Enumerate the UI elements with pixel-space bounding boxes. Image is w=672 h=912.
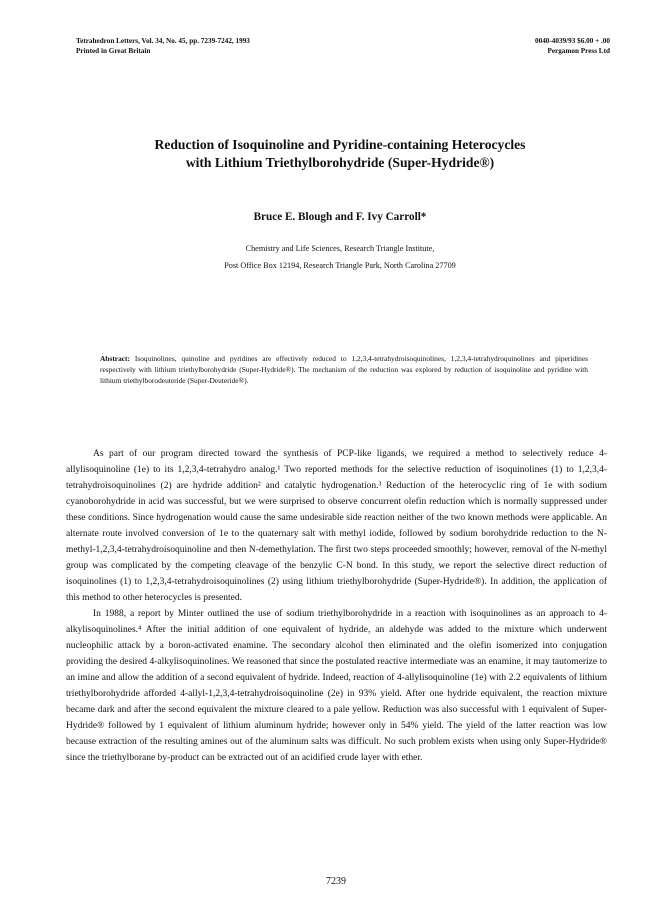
authors: Bruce E. Blough and F. Ivy Carroll* [253,211,427,223]
abstract-label: Abstract: [100,354,130,363]
paragraph-2: In 1988, a report by Minter outlined the use of sodium triethylborohydride in a reaction with isoquinolines as an approach to 4-alkylisoquinolines.⁴ After the initial addition of one equivalent of hydride, an aldehyde was added to the mixture which underwent nucleophilic attack by a boron-activated enamine. The secondary alcohol then eliminated and the olefin isomerized into conjugation providing the desired 4-alkylisoquinolines. We reasoned that since the postulated reactive intermediate was an enamine, it may tautomerize to an imine and allow the addition of a second equivalent of hydride. Indeed, reaction of 4-allylisoquinoline (1e) with 2.2 equivalents of lithium triethylborohydride afforded 4-allyl-1,2,3,4-tetrahydroisoquinoline (2e) in 93% yield. After one hydride equivalent, the reaction mixture became dark and after the second equivalent the mixture cleared to a pale yellow. Reduction was also successful with 1 equivalent of Super-Hydride® followed by 1 equivalent of lithium aluminum hydride; however only in 54% yield. The yield of the latter reaction was low because extraction of the resulting amines out of the aluminum salts was difficult. No such problem exists when using only Super-Hydride® since the triethylborane by-product can be extracted out of an acidified crude layer with ether. [66,609,607,763]
journal-citation: Tetrahedron Letters, Vol. 34, No. 45, pp. 7239-7242, 1993 [76,37,250,45]
affiliation-line-1: Chemistry and Life Sciences, Research Triangle Institute, [245,244,435,253]
abstract [100,353,588,386]
publisher: Pergamon Press Ltd [547,47,610,55]
title-line-1: Reduction of Isoquinoline and Pyridine-containing Heterocycles [154,137,526,152]
journal-header [76,36,250,56]
title-line-2: with Lithium Triethylborohydride (Super-Hydride®) [185,155,495,170]
paragraph-1: As part of our program directed toward the synthesis of PCP-like ligands, we required a method to selectively reduce 4-allylisoquinoline (1e) to its 1,2,3,4-tetrahydro analog.¹ Two reported methods for the selective reduction of isoquinolines (1) to 1,2,3,4-tetrahydroisoquinolines (2) are hydride addition² and catalytic hydrogenation.³ Reduction of the heterocyclic ring of 1e with sodium cyanoborohydride in acid was successful, but we were surprised to observe concurrent olefin reduction which is normally suppressed under these conditions. Since hydrogenation would cause the same undesirable side reaction neither of the two known methods were applicable. An alternate route involved conversion of 1e to the quaternary salt with methyl iodide, followed by sodium borohydride reduction to the N-methyl-1,2,3,4-tetrahydroisoquinoline and then N-demethylation. The first two steps proceeded smoothly; however, removal of the N-methyl group was complicated by the competing cleavage of the benzylic C-N bond. In this study, we report the selective direct reduction of isoquinolines (1) to 1,2,3,4-tetrahydroisoquinolines (2) using lithium triethylborohydride (Super-Hydride®). In addition, the application of this method to other heterocycles is presented. [66,449,607,603]
affiliation-line-2: Post Office Box 12194, Research Triangle Park, North Carolina 27709 [224,261,456,270]
affiliation [60,240,620,274]
issn-price: 0040-4039/93 $6.00 + .00 [535,37,610,45]
abstract-text: Isoquinolines, quinoline and pyridines are effectively reduced to 1,2,3,4-tetrahydroisoquinolines, 1,2,3,4-tetrahydroquinolines and piperidines respectively with lithium triethylborohydride (Super-Hydride®). The mechanism of the reduction was explored by reduction of isoquinoline and pyridine with lithium triethylborodeuteride (Super-Deuteride®). [100,354,588,385]
page-number: 7239 [326,876,346,887]
paper-title [60,136,620,172]
printed-in: Printed in Great Britain [76,47,151,55]
body-text [66,446,607,766]
price-header [535,36,610,56]
